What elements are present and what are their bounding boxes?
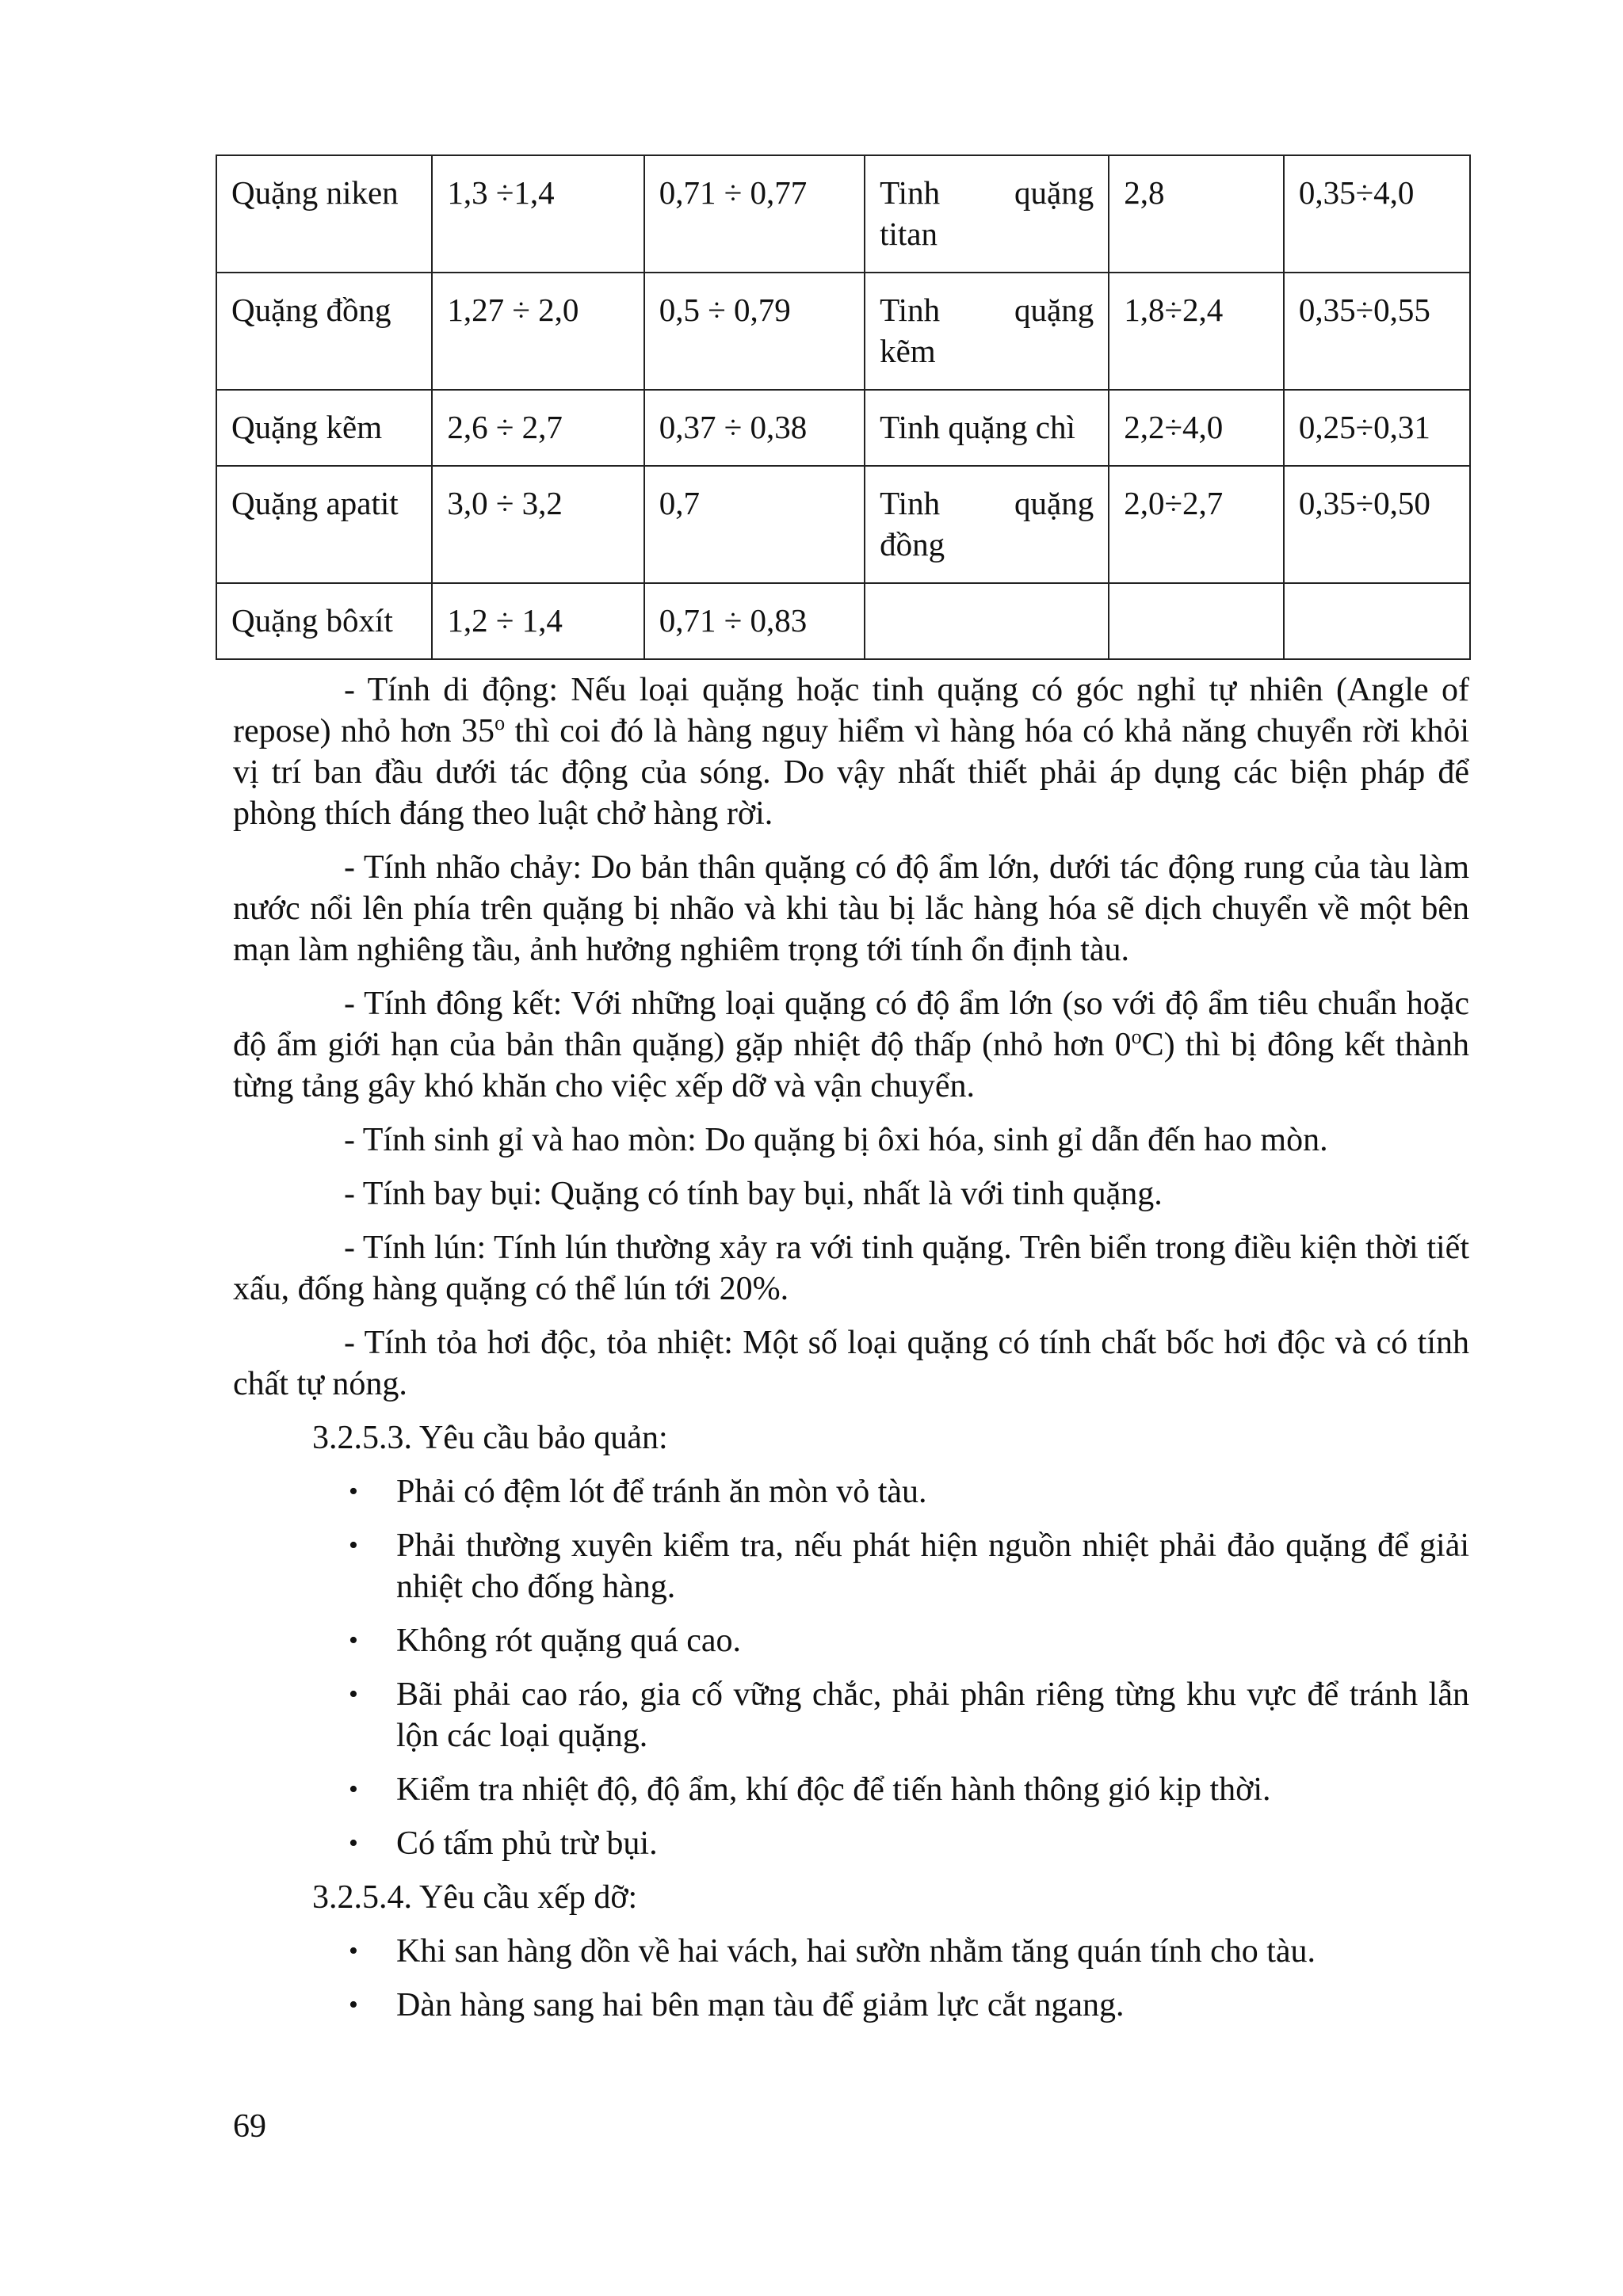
table-cell: 2,6 ÷ 2,7 [432,390,643,466]
list-item [233,1823,1469,1864]
list-item-text: Có tấm phủ trừ bụi. [396,1825,658,1862]
bullet-icon: • [349,1829,358,1858]
list-item-text: Phải thường xuyên kiểm tra, nếu phát hiện nguồn nhiệt phải đảo quặng để giải nhiệt cho đống hàng. [396,1527,1469,1605]
page-number: 69 [233,2108,266,2145]
table-cell: 0,25÷0,31 [1284,390,1470,466]
list-item-text: Dàn hàng sang hai bên mạn tàu để giảm lực cắt ngang. [396,1987,1125,2023]
cell-line: đồng [880,526,945,563]
paragraph-text: - Tính đông kết: Với những loại quặng có độ ẩm lớn (so với độ ẩm tiêu chuẩn hoặc độ ẩm giới hạn của bản thân quặng) gặp nhiệt độ thấp (nhỏ hơn 0 [233,986,1469,1063]
paragraph-dust: - Tính bay bụi: Quặng có tính bay bụi, nhất là với tinh quặng. [344,1176,1163,1212]
storage-requirements-list [233,1471,1469,1864]
table-cell: 0,71 ÷ 0,77 [644,155,865,273]
table-cell [865,273,1109,390]
bullet-icon: • [349,1531,358,1560]
paragraph-text: thì coi đó là hàng nguy hiểm vì hàng hóa có khả năng chuyển rời khỏi vị trí ban đầu dưới tác động của sóng. Do vậy nhất thiết phải áp dụng các biện pháp để phòng thích đáng theo luật chở hàng rời. [233,713,1469,832]
bullet-icon: • [349,1775,358,1804]
section-heading-handling: 3.2.5.4. Yêu cầu xếp dỡ: [312,1879,638,1916]
ore-properties-table [216,154,1471,660]
cell-line: Tinh quặng [880,485,1094,521]
list-item-text: Khi san hàng dồn về hai vách, hai sườn nhằm tăng quán tính cho tàu. [396,1933,1316,1970]
cell-line: kẽm [880,333,936,369]
paragraph-text: - Tính di động: Nếu loại quặng hoặc tinh quặng có góc nghỉ tự nhiên (Angle of repose) nhỏ hơn 35 [233,672,1469,749]
list-item-text: Không rót quặng quá cao. [396,1623,742,1659]
section-heading-storage: 3.2.5.3. Yêu cầu bảo quản: [312,1420,668,1456]
table-cell [865,155,1109,273]
table-cell: 3,0 ÷ 3,2 [432,466,643,583]
body-text [233,669,1469,2039]
table-cell [1109,583,1284,659]
table-cell: 0,35÷0,55 [1284,273,1470,390]
table-cell: Quặng apatit [216,466,432,583]
table-cell: 2,8 [1109,155,1284,273]
bullet-icon: • [349,1936,358,1966]
handling-requirements-list [233,1931,1469,2026]
bullet-icon: • [349,1477,358,1506]
table-cell: 0,7 [644,466,865,583]
table-cell: 0,5 ÷ 0,79 [644,273,865,390]
list-item [233,1931,1469,1972]
table-cell: 2,0÷2,7 [1109,466,1284,583]
cell-line: titan [880,215,938,252]
table-cell: Quặng niken [216,155,432,273]
table-cell [865,583,1109,659]
paragraph-text: C) thì bị đông kết thành từng tảng gây khó khăn cho việc xếp dỡ và vận chuyển. [233,1027,1469,1104]
table-cell: 1,27 ÷ 2,0 [432,273,643,390]
table-cell: 1,8÷2,4 [1109,273,1284,390]
list-item-text: Bãi phải cao ráo, gia cố vững chắc, phải phân riêng từng khu vực để tránh lẫn lộn các loại quặng. [396,1676,1469,1754]
list-item [233,1471,1469,1512]
list-item-text: Phải có đệm lót để tránh ăn mòn vỏ tàu. [396,1474,927,1510]
list-item [233,1769,1469,1810]
paragraph-settling: - Tính lún: Tính lún thường xảy ra với tinh quặng. Trên biển trong điều kiện thời tiết xấu, đống hàng quặng có thể lún tới 20%. [233,1230,1469,1307]
paragraph-mobility [233,669,1469,834]
table-cell: 1,3 ÷1,4 [432,155,643,273]
list-item [233,1985,1469,2026]
table-row [216,390,1470,466]
table-cell: Quặng kẽm [216,390,432,466]
table-cell: 2,2÷4,0 [1109,390,1284,466]
table-cell: 0,35÷0,50 [1284,466,1470,583]
list-item-text: Kiểm tra nhiệt độ, độ ẩm, khí độc để tiến hành thông gió kịp thời. [396,1772,1271,1808]
list-item [233,1525,1469,1608]
list-item [233,1674,1469,1756]
table-cell: Quặng bôxít [216,583,432,659]
degree-superscript: o [1131,1025,1142,1048]
table-cell: 1,2 ÷ 1,4 [432,583,643,659]
bullet-icon: • [349,1990,358,2019]
table-row [216,155,1470,273]
table-cell: Quặng đồng [216,273,432,390]
paragraph-corrosion: - Tính sinh gỉ và hao mòn: Do quặng bị ôxi hóa, sinh gỉ dẫn đến hao mòn. [344,1122,1328,1158]
table-cell [1284,583,1470,659]
cell-line: Tinh quặng [880,292,1094,328]
table-cell: 0,35÷4,0 [1284,155,1470,273]
table-row [216,583,1470,659]
paragraph-freezing [233,983,1469,1107]
cell-line: Tinh quặng [880,174,1094,211]
table-cell: 0,37 ÷ 0,38 [644,390,865,466]
table-cell: Tinh quặng chì [865,390,1109,466]
table-row [216,466,1470,583]
paragraph-toxic-heat: - Tính tỏa hơi độc, tỏa nhiệt: Một số loại quặng có tính chất bốc hơi độc và có tính chất tự nóng. [233,1325,1469,1402]
list-item [233,1620,1469,1661]
table-row [216,273,1470,390]
bullet-icon: • [349,1680,358,1709]
bullet-icon: • [349,1626,358,1655]
table-cell [865,466,1109,583]
degree-superscript: o [495,711,506,734]
table-cell: 0,71 ÷ 0,83 [644,583,865,659]
paragraph-liquefaction: - Tính nhão chảy: Do bản thân quặng có độ ẩm lớn, dưới tác động rung của tàu làm nước nổi lên phía trên quặng bị nhão và khi tàu bị lắc hàng hóa sẽ dịch chuyển về một bên mạn làm nghiêng tầu, ảnh hưởng nghiêm trọng tới tính ổn định tàu. [233,849,1469,968]
